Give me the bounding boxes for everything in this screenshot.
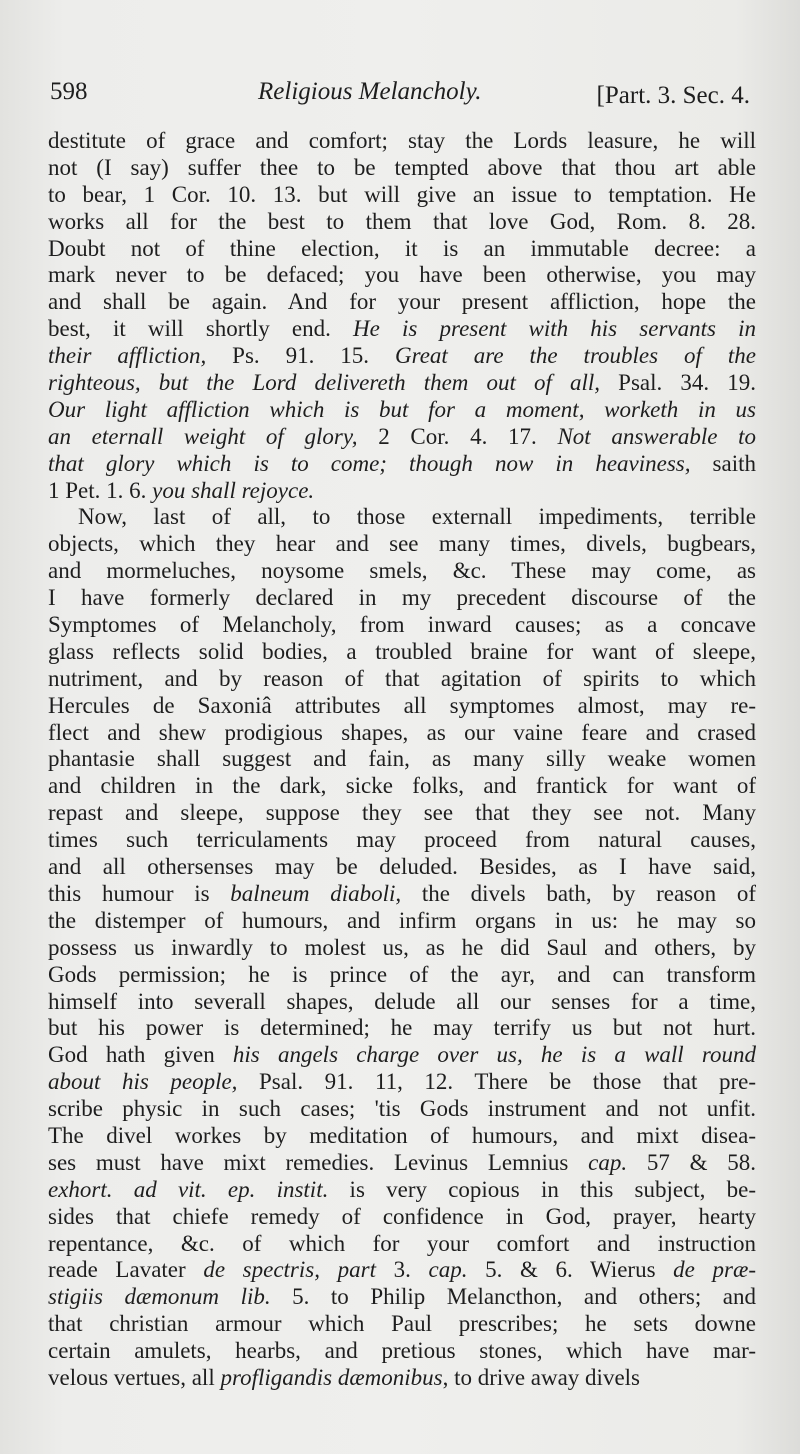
text-line: best, it will shortly end. He is present with his servants in	[48, 316, 756, 342]
text-line: repentance, &c. of which for your comfort and instruction	[48, 1230, 756, 1256]
text-line: sides that chiefe remedy of confidence in God, prayer, hearty	[48, 1203, 756, 1229]
text-line: nutriment, and by reason of that agitation of spirits to which	[48, 665, 756, 691]
paragraph	[48, 128, 756, 504]
text-line: times such terriculaments may proceed from natural causes,	[48, 827, 756, 853]
text-line: not (I say) suffer thee to be tempted above that thou art able	[48, 154, 756, 180]
text-line: God hath given his angels charge over us, he is a wall round	[48, 1042, 756, 1068]
text-line: glass reflects solid bodies, a troubled braine for want of sleepe,	[48, 638, 756, 664]
text-line: and children in the dark, sicke folks, and frantick for want of	[48, 773, 756, 799]
text-line: Symptomes of Melancholy, from inward causes; as a concave	[48, 612, 756, 638]
text-line: mark never to be defaced; you have been otherwise, you may	[48, 262, 756, 288]
text-line: certain amulets, hearbs, and pretious stones, which have mar-	[48, 1338, 756, 1364]
text-line: repast and sleepe, suppose they see that they see not. Many	[48, 800, 756, 826]
text-line: and mormeluches, noysome smels, &c. These may come, as	[48, 558, 756, 584]
text-line: righteous, but the Lord delivereth them out of all, Psal. 34. 19.	[48, 370, 756, 396]
text-line: but his power is determined; he may terrify us but not hurt.	[48, 1015, 756, 1041]
text-line: and shall be again. And for your present affliction, hope the	[48, 289, 756, 315]
text-line: objects, which they hear and see many times, divels, bugbears,	[48, 531, 756, 557]
text-line: stigiis dæmonum lib. 5. to Philip Melancthon, and others; and	[48, 1284, 756, 1310]
text-line: and all othersenses may be deluded. Besides, as I have said,	[48, 854, 756, 880]
page-number: 598	[50, 78, 88, 105]
text-line: phantasie shall suggest and fain, as many silly weake women	[48, 746, 756, 772]
running-header	[46, 74, 750, 114]
text-line: flect and shew prodigious shapes, as our vaine feare and crased	[48, 719, 756, 745]
text-line: destitute of grace and comfort; stay the Lords leasure, he will	[48, 128, 756, 153]
text-line: Gods permission; he is prince of the ayr, and can transform	[48, 961, 756, 987]
text-line: ses must have mixt remedies. Levinus Lemnius cap. 57 & 58.	[48, 1149, 756, 1175]
text-line: velous vertues, all profligandis dæmonibus, to drive away divels	[48, 1364, 640, 1390]
text-line: the distemper of humours, and infirm organs in us: he may so	[48, 907, 756, 933]
text-line: this humour is balneum diaboli, the divels bath, by reason of	[48, 880, 756, 906]
text-line: that glory which is to come; though now in heaviness, saith	[48, 450, 756, 476]
text-line: Hercules de Saxoniâ attributes all symptomes almost, may re-	[48, 692, 756, 718]
running-title: Religious Melancholy.	[258, 78, 482, 105]
text-line: Our light affliction which is but for a moment, worketh in us	[48, 396, 756, 422]
text-line: possess us inwardly to molest us, as he did Saul and others, by	[48, 934, 756, 960]
page-body	[48, 128, 756, 1392]
text-line: scribe physic in such cases; 'tis Gods instrument and not unfit.	[48, 1096, 756, 1122]
text-line: Now, last of all, to those externall impediments, terrible	[78, 504, 756, 530]
text-line: an eternall weight of glory, 2 Cor. 4. 17. Not answerable to	[48, 423, 756, 449]
text-line: about his people, Psal. 91. 11, 12. There be those that pre-	[48, 1069, 756, 1095]
text-line: The divel workes by meditation of humours, and mixt disea-	[48, 1122, 756, 1148]
part-section-label: [Part. 3. Sec. 4.	[596, 82, 750, 109]
text-line: himself into severall shapes, delude all our senses for a time,	[48, 988, 756, 1014]
text-line: reade Lavater de spectris, part 3. cap. 5. & 6. Wierus de præ-	[48, 1257, 756, 1283]
text-line: works all for the best to them that love God, Rom. 8. 28.	[48, 208, 756, 234]
text-line: I have formerly declared in my precedent discourse of the	[48, 585, 756, 611]
paragraph	[48, 504, 756, 1391]
text-line: their affliction, Ps. 91. 15. Great are the troubles of the	[48, 343, 756, 369]
text-line: 1 Pet. 1. 6. you shall rejoyce.	[48, 477, 315, 503]
text-line: that christian armour which Paul prescribes; he sets downe	[48, 1311, 756, 1337]
text-line: to bear, 1 Cor. 10. 13. but will give an issue to temptation. He	[48, 181, 756, 207]
text-line: exhort. ad vit. ep. instit. is very copious in this subject, be-	[48, 1176, 756, 1202]
text-line: Doubt not of thine election, it is an immutable decree: a	[48, 235, 756, 261]
